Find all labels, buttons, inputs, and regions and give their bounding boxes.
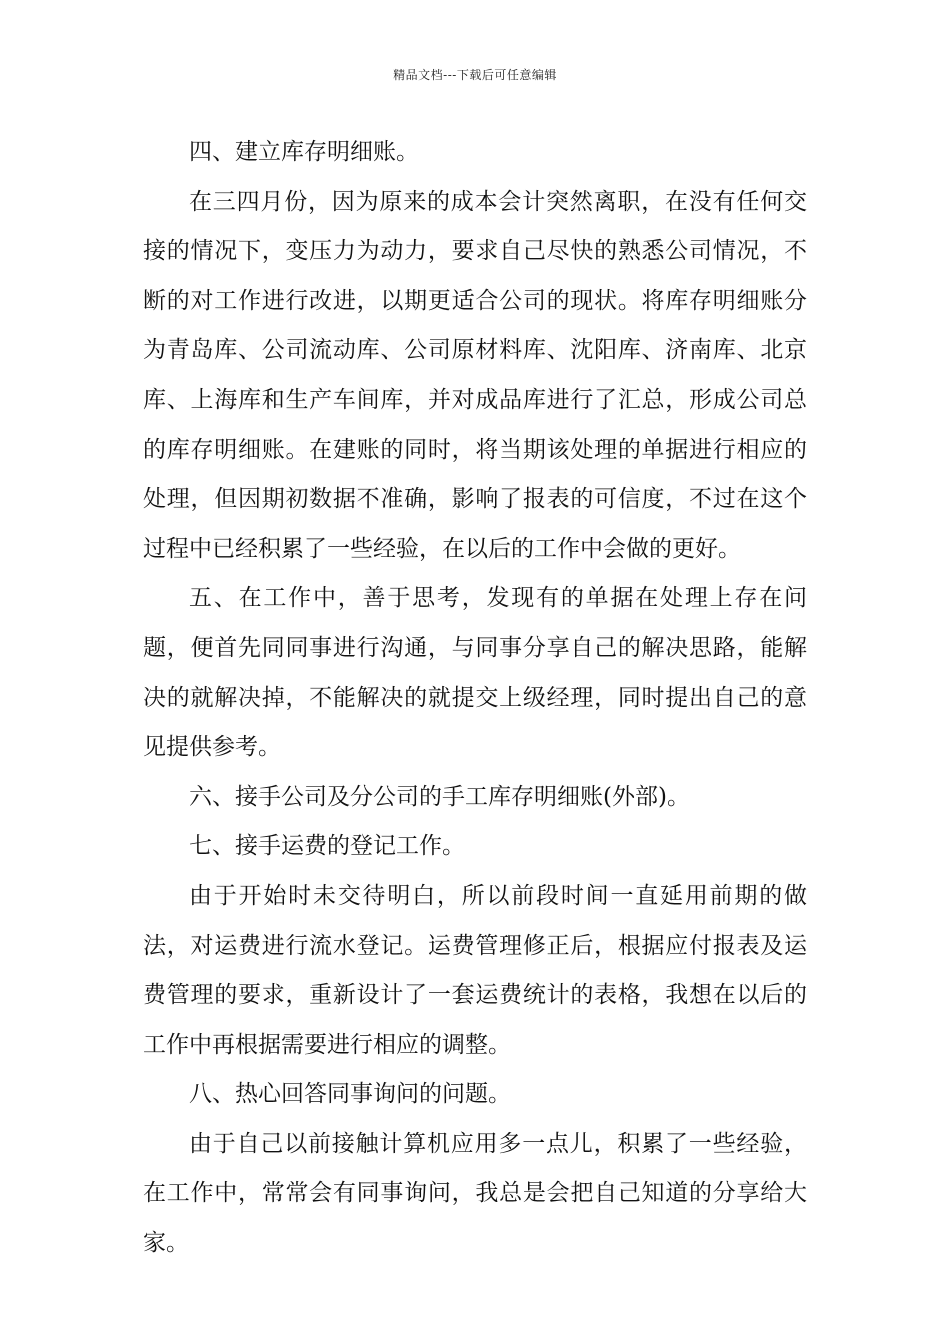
section-heading-6: 六、接手公司及分公司的手工库存明细账(外部)。 (189, 783, 690, 810)
section-heading-7: 七、接手运费的登记工作。 (189, 833, 465, 860)
section-heading-4: 四、建立库存明细账。 (189, 139, 419, 165)
paragraph-helping-colleagues: 由于自己以前接触计算机应用多一点儿，积累了一些经验，在工作中，常常会有同事询问，我总是会把自己知道的分享给大家。 (143, 1130, 807, 1257)
section-heading-5: 五、在工作中，善于思考，发现有的单据在处理上存在问题，便首先同同事进行沟通，与同事分享自己的解决思路，能解决的就解决掉，不能解决的就提交上级经理，同时提出自己的意见提供参考。 (143, 585, 807, 761)
page-header: 精品文档---下载后可任意编辑 (393, 68, 557, 82)
paragraph-freight: 由于开始时未交待明白，所以前段时间一直延用前期的做法，对运费进行流水登记。运费管理修正后，根据应付报表及运费管理的要求，重新设计了一套运费统计的表格，我想在以后的工作中再根据需要进行相应的调整。 (143, 882, 807, 1058)
paragraph-inventory-ledger: 在三四月份，因为原来的成本会计突然离职，在没有任何交接的情况下，变压力为动力，要求自己尽快的熟悉公司情况，不断的对工作进行改进，以期更适合公司的现状。将库存明细账分为青岛库、公司流动库、公司原材料库、沈阳库、济南库、北京库、上海库和生产车间库，并对成品库进行了汇总，形成公司总的库存明细账。在建账的同时，将当期该处理的单据进行相应的处理，但因期初数据不准确，影响了报表的可信度，不过在这个过程中已经积累了一些经验，在以后的工作中会做的更好。 (143, 188, 807, 562)
section-heading-8: 八、热心回答同事询问的问题。 (189, 1081, 511, 1108)
document-body (143, 128, 807, 1269)
